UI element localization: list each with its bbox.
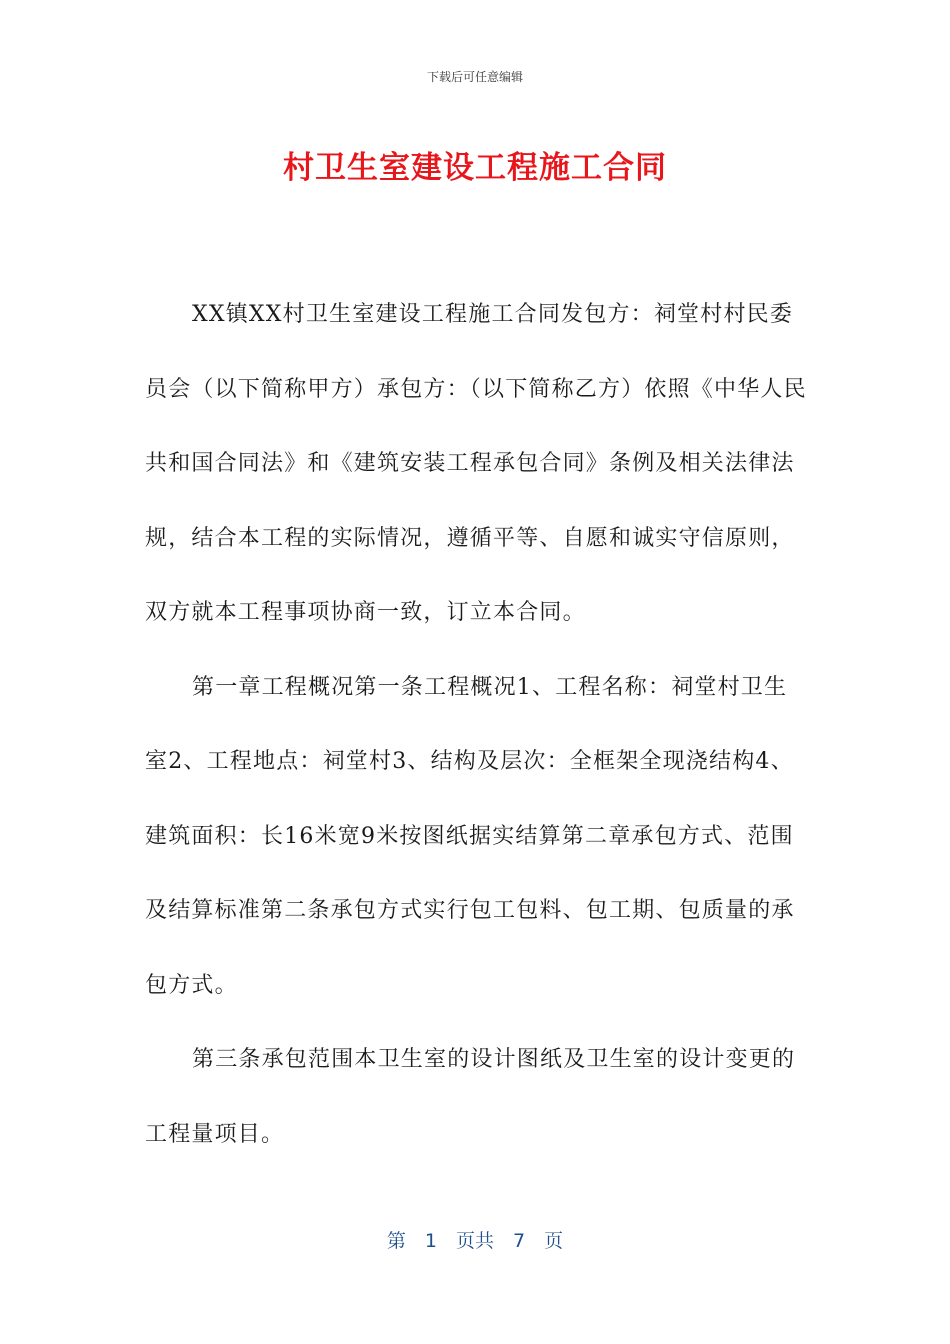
page-number-footer: 第 1 页共 7 页	[386, 1230, 564, 1252]
document-title: 村卫生室建设工程施工合同	[283, 150, 667, 186]
paragraph-intro: XX镇XX村卫生室建设工程施工合同发包方：祠堂村村民委员会（以下简称甲方）承包方：（以下简称乙方）依照《中华人民共和国合同法》和《建筑安装工程承包合同》条例及相关法律法规，结合本工程的实际情况，遵循平等、自愿和诚实守信原则，双方就本工程事项协商一致，订立本合同。	[145, 302, 807, 625]
header-note: 下载后可任意编辑	[426, 70, 523, 84]
paragraph-chapter-one: 第一章工程概况第一条工程概况1、工程名称：祠堂村卫生室2、工程地点：祠堂村3、结构及层次：全框架全现浇结构4、建筑面积：长16米宽9米按图纸据实结算第二章承包方式、范围及结算标准第二条承包方式实行包工包料、包工期、包质量的承包方式。	[145, 674, 795, 998]
document-body	[145, 278, 807, 1172]
paragraph-article-three: 第三条承包范围本卫生室的设计图纸及卫生室的设计变更的工程量项目。	[145, 1047, 796, 1147]
